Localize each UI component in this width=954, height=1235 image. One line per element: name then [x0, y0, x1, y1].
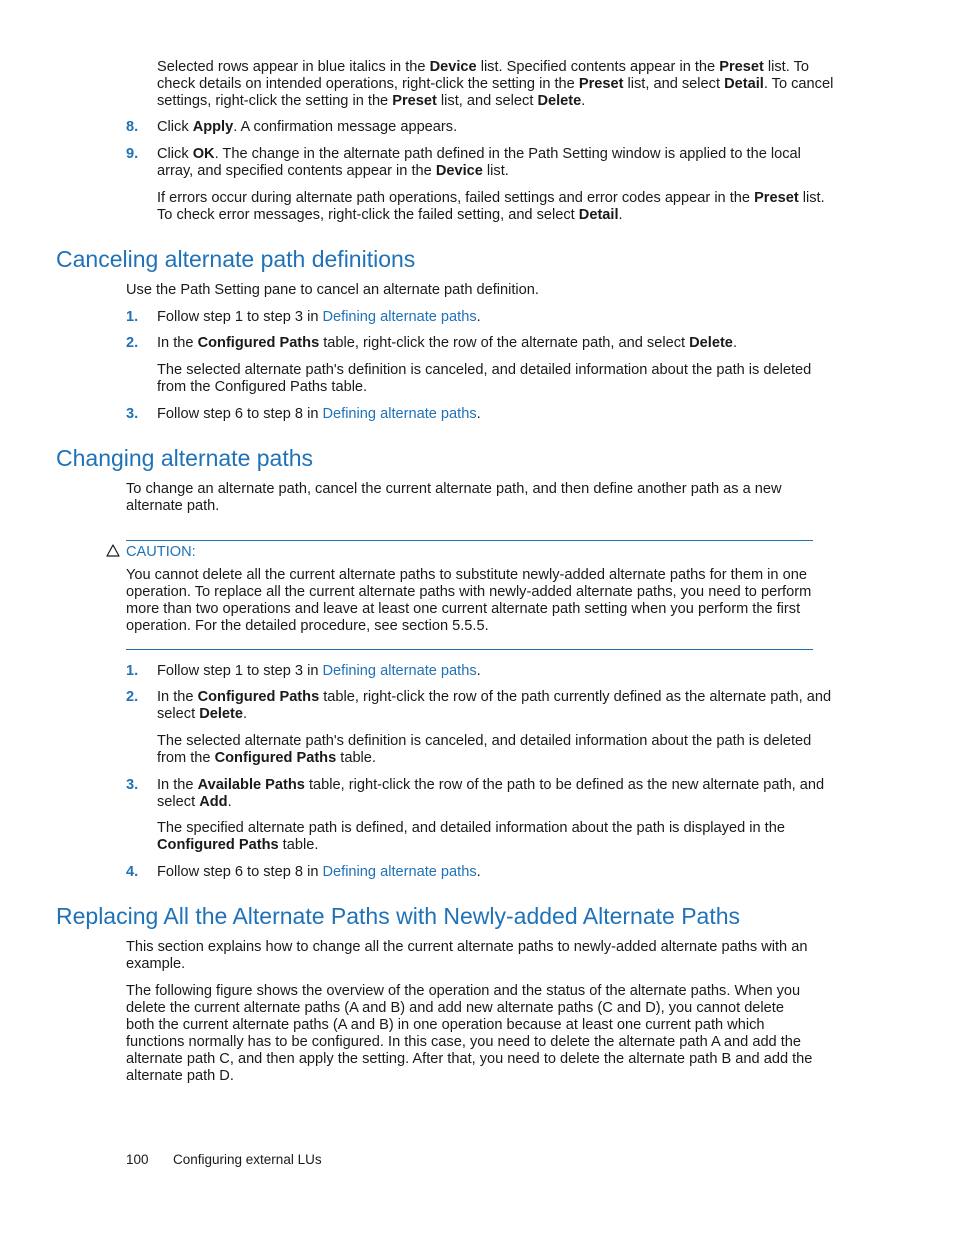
- change-step-1: Follow step 1 to step 3 in Defining alternate paths.: [157, 663, 481, 679]
- page-number: 100: [126, 1152, 149, 1167]
- heading-canceling: Canceling alternate path definitions: [56, 246, 416, 272]
- link-defining-alternate-paths[interactable]: Defining alternate paths: [322, 663, 477, 679]
- link-defining-alternate-paths[interactable]: Defining alternate paths: [322, 406, 477, 422]
- cancel-step-2-result: The selected alternate path's definition is canceled, and detailed information about the path is deleted from the Configured Paths table.: [157, 362, 812, 395]
- step-number: 3.: [126, 777, 139, 793]
- link-defining-alternate-paths[interactable]: Defining alternate paths: [322, 309, 477, 325]
- paragraph-replace-overview: The following figure shows the overview of the operation and the status of the alternate paths. When you delete the current alternate paths (A and B) and add new alternate paths (C and D), you cannot delete both the current alternate paths (A and B) in one operation because at least one current path which functions normally has to be configured. In this case, you need to delete the alternate path A and add the alternate path C, and then apply the setting. After that, you need to delete the alternate path B and add the alternate path D.: [126, 983, 813, 1084]
- step-number: 8.: [126, 119, 139, 135]
- paragraph-selected-rows: Selected rows appear in blue italics in the Device list. Specified contents appear in the Preset list. To check details on intended operations, right-click the setting in the Preset list, and select Detail. To cancel settings, right-click the setting in the Preset list, and select Delete.: [157, 59, 834, 109]
- step-number: 2.: [126, 689, 139, 705]
- step-9-text: Click OK. The change in the alternate path defined in the Path Setting window is applied to the local array, and specified contents appear in the Device list.: [157, 146, 801, 179]
- link-defining-alternate-paths[interactable]: Defining alternate paths: [322, 864, 477, 880]
- caution-text: You cannot delete all the current alternate paths to substitute newly-added alternate paths for them in one operation. To replace all the current alternate paths with newly-added alternate paths, you need to perform more than two operations and leave at least one current alternate path setting when you perform the first operation. For the detailed procedure, see section 5.5.5.: [126, 567, 812, 634]
- step-8-text: Click Apply. A confirmation message appears.: [157, 119, 458, 135]
- cancel-step-1: Follow step 1 to step 3 in Defining alternate paths.: [157, 309, 481, 325]
- change-step-2-result: The selected alternate path's definition is canceled, and detailed information about the path is deleted from the Configured Paths table.: [157, 733, 812, 766]
- cancel-step-2: In the Configured Paths table, right-click the row of the alternate path, and select Delete.: [157, 335, 737, 351]
- caution-heading: CAUTION:: [106, 544, 196, 562]
- caution-top-rule: [126, 540, 813, 541]
- change-step-2: In the Configured Paths table, right-click the row of the path currently defined as the alternate path, and select Delete.: [157, 689, 832, 722]
- change-step-3: In the Available Paths table, right-click the row of the path to be defined as the new alternate path, and select Add.: [157, 777, 825, 810]
- change-step-4: Follow step 6 to step 8 in Defining alternate paths.: [157, 864, 481, 880]
- change-step-3-result: The specified alternate path is defined, and detailed information about the path is displayed in the Configured Paths table.: [157, 820, 785, 853]
- footer-title: Configuring external LUs: [173, 1152, 322, 1167]
- paragraph-replace-intro: This section explains how to change all the current alternate paths to newly-added alternate paths with an example.: [126, 939, 808, 972]
- step-number: 3.: [126, 406, 139, 422]
- step-number: 1.: [126, 663, 139, 679]
- heading-replacing: Replacing All the Alternate Paths with Newly-added Alternate Paths: [56, 903, 741, 929]
- cancel-step-3: Follow step 6 to step 8 in Defining alternate paths.: [157, 406, 481, 422]
- paragraph-change-intro: To change an alternate path, cancel the current alternate path, and then define another path as a new alternate path.: [126, 481, 782, 514]
- step-number: 9.: [126, 146, 139, 162]
- paragraph-errors: If errors occur during alternate path operations, failed settings and error codes appear in the Preset list. To check error messages, right-click the failed setting, and select Detail.: [157, 190, 825, 223]
- step-number: 1.: [126, 309, 139, 325]
- paragraph-cancel-intro: Use the Path Setting pane to cancel an alternate path definition.: [126, 282, 539, 298]
- step-number: 4.: [126, 864, 139, 880]
- heading-changing: Changing alternate paths: [56, 445, 314, 471]
- step-number: 2.: [126, 335, 139, 351]
- caution-bottom-rule: [126, 649, 813, 650]
- warning-triangle-icon: [106, 544, 122, 562]
